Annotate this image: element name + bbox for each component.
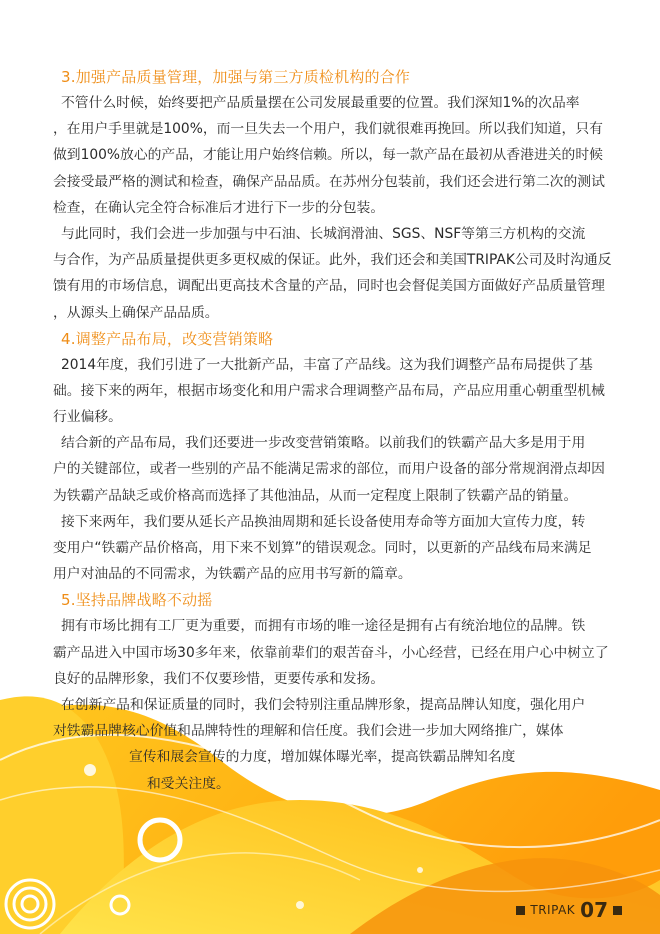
section-3-heading: 3.加强产品质量管理，加强与第三方质检机构的合作 bbox=[61, 68, 411, 86]
text-line: 拥有市场比拥有工厂更为重要，而拥有市场的唯一途径是拥有占有统治地位的品牌。铁 bbox=[61, 618, 586, 635]
section-5-paragraph-1 bbox=[53, 613, 621, 692]
text-line: 对铁霸品牌核心价值和品牌特性的理解和信任度。我们会进一步加大网络推广，媒体 bbox=[53, 723, 564, 740]
text-line: 宣传和展会宣传的力度，增加媒体曝光率，提高铁霸品牌知名度 bbox=[129, 749, 516, 766]
text-line: 检查，在确认完全符合标准后才进行下一步的分包装。 bbox=[53, 199, 385, 216]
page-footer bbox=[516, 898, 622, 922]
page-number: 07 bbox=[580, 898, 608, 922]
text-line: 用户对油品的不同需求，为铁霸产品的应用书写新的篇章。 bbox=[53, 566, 412, 583]
section-5-heading: 5.坚持品牌战略不动摇 bbox=[61, 591, 213, 610]
text-line: 在创新产品和保证质量的同时，我们会特别注重品牌形象，提高品牌认知度，强化用户 bbox=[61, 696, 586, 713]
text-line: 2014年度，我们引进了一大批新产品，丰富了产品线。这为我们调整产品布局提供了基 bbox=[61, 356, 593, 373]
text-line: 结合新的产品布局，我们还要进一步改变营销策略。以前我们的铁霸产品大多是用于用 bbox=[61, 435, 586, 452]
text-line: 接下来两年，我们要从延长产品换油周期和延长设备使用寿命等方面加大宣传力度，转 bbox=[61, 513, 586, 530]
text-line: ，在用户手里就是100%，而一旦失去一个用户，我们就很难再挽回。所以我们知道，只有 bbox=[53, 121, 603, 138]
text-line: 与此同时，我们会进一步加强与中石油、长城润滑油、SGS、NSF等第三方机构的交流 bbox=[61, 225, 586, 242]
square-bullet-icon bbox=[613, 906, 622, 915]
text-line: 行业偏移。 bbox=[53, 409, 122, 426]
text-line: 变用户“铁霸产品价格高，用下来不划算”的错误观念。同时，以更新的产品线布局来满足 bbox=[53, 540, 592, 556]
section-3-paragraph-2 bbox=[53, 221, 621, 326]
section-5-paragraph-2 bbox=[53, 692, 621, 797]
section-4-paragraph-3 bbox=[53, 509, 621, 588]
text-line: 不管什么时候，始终要把产品质量摆在公司发展最重要的位置。我们深知1%的次品率 bbox=[61, 95, 580, 111]
section-4-paragraph-2 bbox=[53, 430, 621, 509]
square-bullet-icon bbox=[516, 906, 525, 915]
text-line: 户的关键部位，或者一些别的产品不能满足需求的部位，而用户设备的部分常规润滑点却因 bbox=[53, 461, 605, 478]
section-4-heading: 4.调整产品布局，改变营销策略 bbox=[61, 329, 274, 348]
section-4-paragraph-1 bbox=[53, 352, 621, 431]
text-line: 做到100%放心的产品，才能让用户始终信赖。所以，每一款产品在最初从香港进关的时候 bbox=[53, 147, 603, 164]
text-line: 础。接下来的两年，根据市场变化和用户需求合理调整产品布局，产品应用重心朝重型机械 bbox=[53, 382, 605, 399]
article-body bbox=[53, 64, 621, 797]
text-line: ，从源头上确保产品品质。 bbox=[53, 304, 219, 321]
text-line: 与合作，为产品质量提供更多更权威的保证。此外，我们还会和美国TRIPAK公司及时沟通反 bbox=[53, 252, 612, 269]
text-line: 馈有用的市场信息，调配出更高技术含量的产品，同时也会督促美国方面做好产品质量管理 bbox=[53, 278, 605, 295]
text-line: 和受关注度。 bbox=[147, 775, 230, 792]
footer-brand: TRIPAK bbox=[530, 903, 576, 917]
text-line: 良好的品牌形象，我们不仅要珍惜，更要传承和发扬。 bbox=[53, 670, 385, 687]
text-line: 为铁霸产品缺乏或价格高而选择了其他油品，从而一定程度上限制了铁霸产品的销量。 bbox=[53, 487, 578, 504]
section-3-paragraph-1 bbox=[53, 90, 621, 221]
text-line: 霸产品进入中国市场30多年来，依靠前辈们的艰苦奋斗，小心经营，已经在用户心中树立了 bbox=[53, 644, 609, 661]
text-line: 会接受最严格的测试和检查，确保产品品质。在苏州分包装前，我们还会进行第二次的测试 bbox=[53, 173, 605, 190]
